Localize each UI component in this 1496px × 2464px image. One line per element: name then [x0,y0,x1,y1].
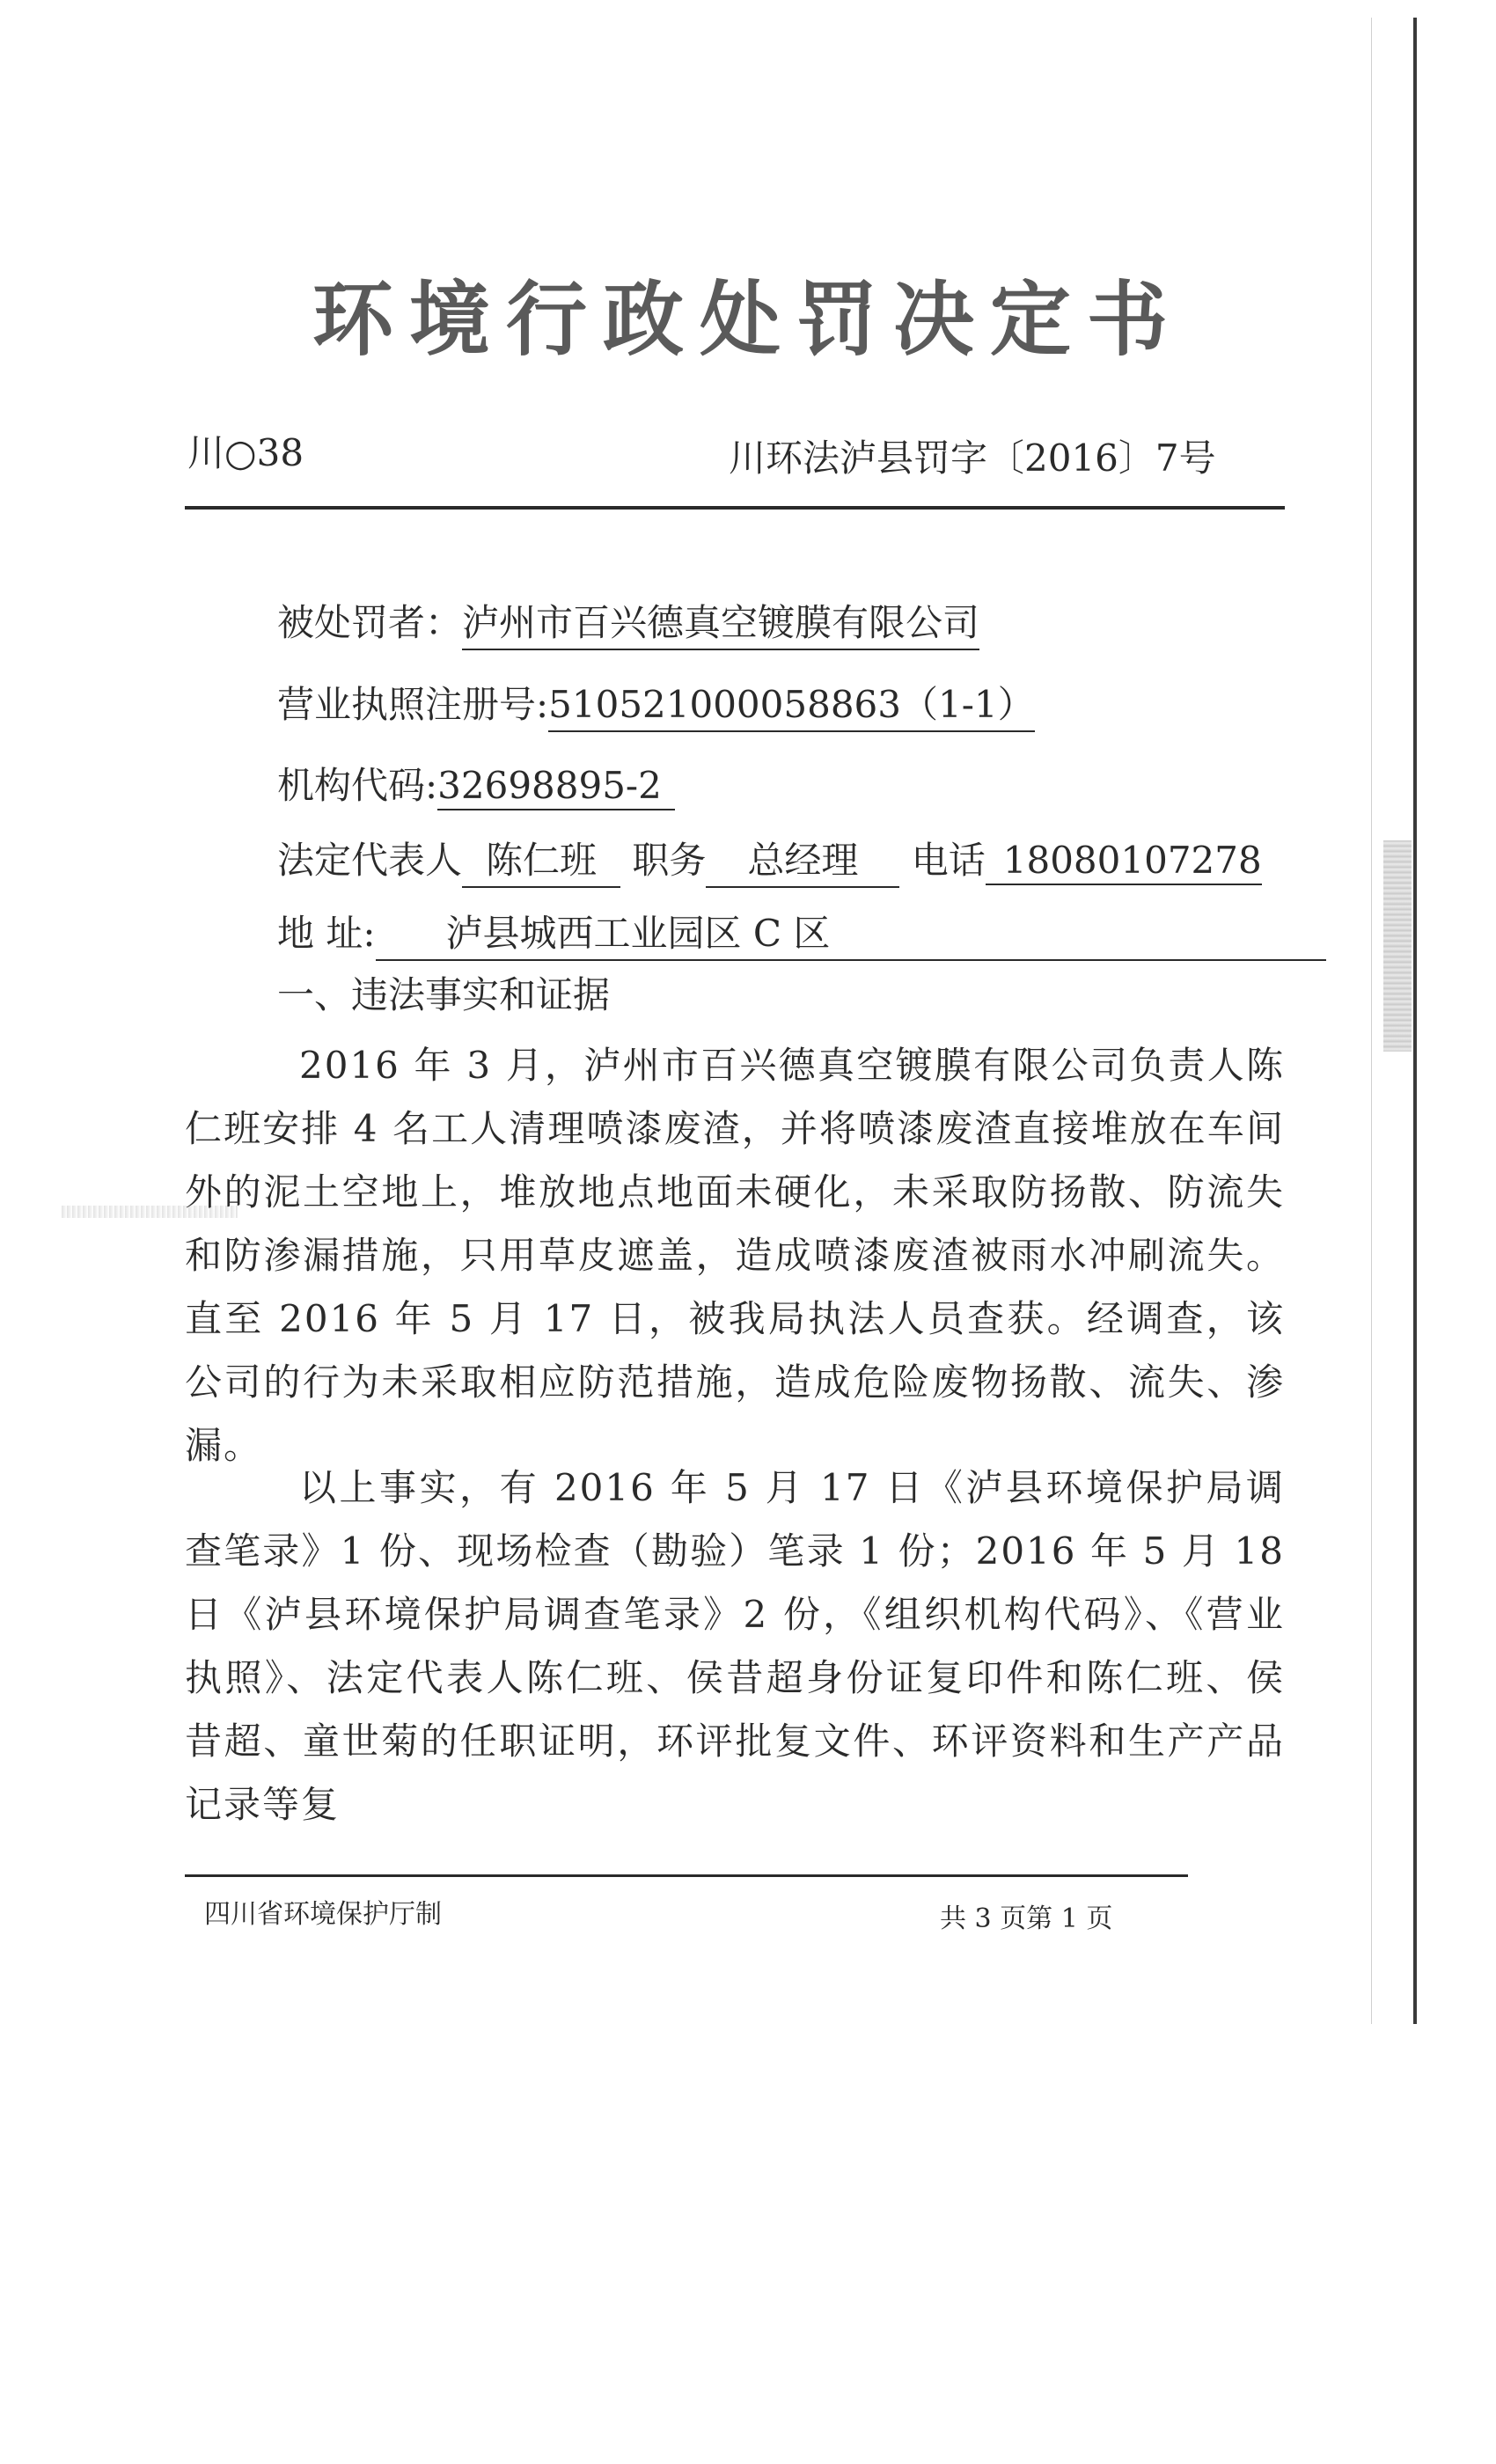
document-number: 川环法泸县罚字〔2016〕7号 [729,436,1216,480]
position-label: 职务 [632,839,707,882]
violation-facts-paragraph: 2016 年 3 月，泸州市百兴德真空镀膜有限公司负责人陈仁班安排 4 名工人清理喷漆废渣，并将喷漆废渣直接堆放在车间外的泥土空地上，堆放地点地面未硬化，未采取防扬散、防流失和防渗漏措施，只用草皮遮盖，造成喷漆废渣被雨水冲刷流失。直至 2016 年 5 月 17 日，被我局执法人员查获。经调查，该公司的行为未采取相应防范措施，造成危险废物扬散、流失、渗漏。 [185,1044,1285,1467]
scan-smudge-mark [1383,840,1412,1052]
footer-page-info: 共 3 页第 1 页 [940,1903,1113,1934]
org-code-row [277,757,675,810]
evidence-paragraph: 以上事实，有 2016 年 5 月 17 日《泸县环境保护局调查笔录》1 份、现场检查（勘验）笔录 1 份；2016 年 5 月 18 日《泸县环境保护局调查笔录》2 份，《组织机构代码》、《营业执照》、法定代表人陈仁班、侯昔超身份证复印件和陈仁班、侯昔超、童世菊的任职证明，环评批复文件、环评资料和生产产品记录等复 [185,1466,1285,1826]
footer-issuer: 四川省环境保护厅制 [204,1899,442,1930]
license-label: 营业执照注册号: [277,683,549,726]
phone-label: 电话 [911,839,986,882]
document-serial: 川○38 [187,431,304,474]
org-code-value: 32698895-2 [437,764,675,810]
org-code-label: 机构代码: [277,764,438,807]
address-value: 泸县城西工业园区 C 区 [376,905,1326,961]
footer-divider [185,1874,1188,1877]
address-label: 地 址: [277,912,376,955]
representative-label: 法定代表人 [277,839,463,882]
section-heading: 一、违法事实和证据 [277,973,611,1016]
position-value: 总经理 [706,832,899,888]
phone-value: 18080107278 [986,839,1262,885]
address-row [277,905,1326,961]
document-title: 环境行政处罚决定书 [312,272,1184,367]
header-divider [185,506,1285,510]
representative-row [277,832,1262,888]
penalized-party-label: 被处罚者： [277,601,463,644]
penalized-party-value: 泸州市百兴德真空镀膜有限公司 [462,594,979,650]
penalized-party-row [277,594,979,650]
representative-value: 陈仁班 [462,832,620,888]
license-value: 510521000058863（1-1） [548,676,1034,732]
license-row [277,676,1035,732]
